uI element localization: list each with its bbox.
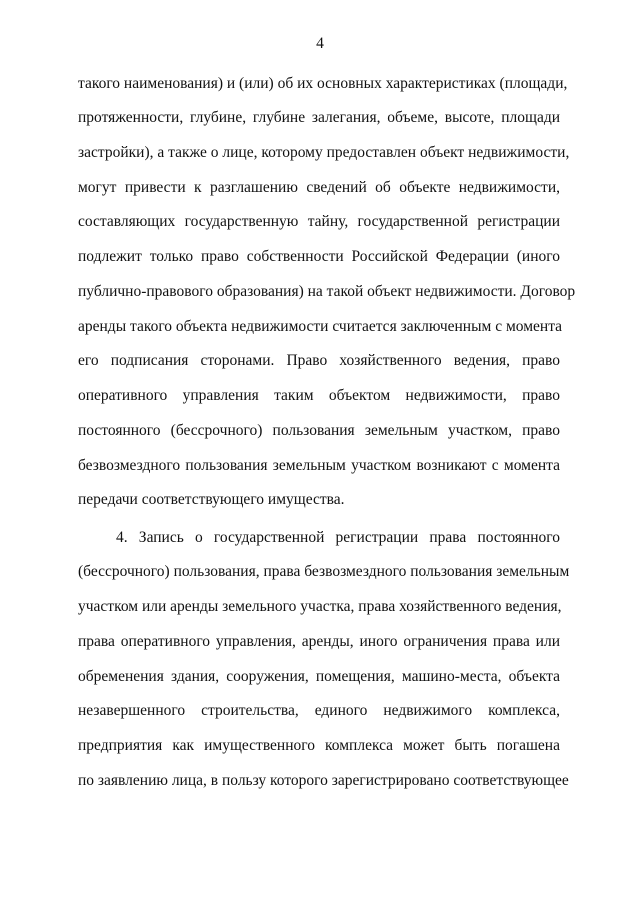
paragraph-last-line: передачи соответствующего имущества. <box>78 491 345 508</box>
text-line: оперативного управления таким объектом недвижимости, право <box>78 387 560 404</box>
text-line: участком или аренды земельного участка, права хозяйственного ведения, <box>78 598 562 615</box>
text-line: могут привести к разглашению сведений об объекте недвижимости, <box>78 179 560 196</box>
text-line: его подписания сторонами. Право хозяйственного ведения, право <box>78 352 560 369</box>
text-line: права оперативного управления, аренды, иного ограничения права или <box>78 633 560 650</box>
text-line: обременения здания, сооружения, помещения, машино-места, объекта <box>78 668 560 685</box>
paragraph-first-line: 4. Запись о государственной регистрации права постоянного <box>116 529 560 546</box>
page-number: 4 <box>316 35 324 52</box>
text-line: публично-правового образования) на такой объект недвижимости. Договор <box>78 283 576 300</box>
text-line: аренды такого объекта недвижимости считается заключенным с момента <box>78 318 563 335</box>
text-line: протяженности, глубине, глубине залегания, объеме, высоте, площади <box>78 109 560 126</box>
text-line: по заявлению лица, в пользу которого зарегистрировано соответствующее <box>78 772 569 789</box>
text-line: составляющих государственную тайну, государственной регистрации <box>78 213 560 230</box>
text-line: безвозмездного пользования земельным участком возникают с момента <box>78 457 560 474</box>
text-line: незавершенного строительства, единого недвижимого комплекса, <box>78 702 560 719</box>
text-line: такого наименования) и (или) об их основных характеристиках (площади, <box>78 75 568 92</box>
text-line: предприятия как имущественного комплекса может быть погашена <box>78 737 560 754</box>
text-line: застройки), а также о лице, которому предоставлен объект недвижимости, <box>78 144 570 161</box>
text-line: подлежит только право собственности Российской Федерации (иного <box>78 248 560 265</box>
text-line: постоянного (бессрочного) пользования земельным участком, право <box>78 422 560 439</box>
text-line: (бессрочного) пользования, права безвозмездного пользования земельным <box>78 563 570 580</box>
